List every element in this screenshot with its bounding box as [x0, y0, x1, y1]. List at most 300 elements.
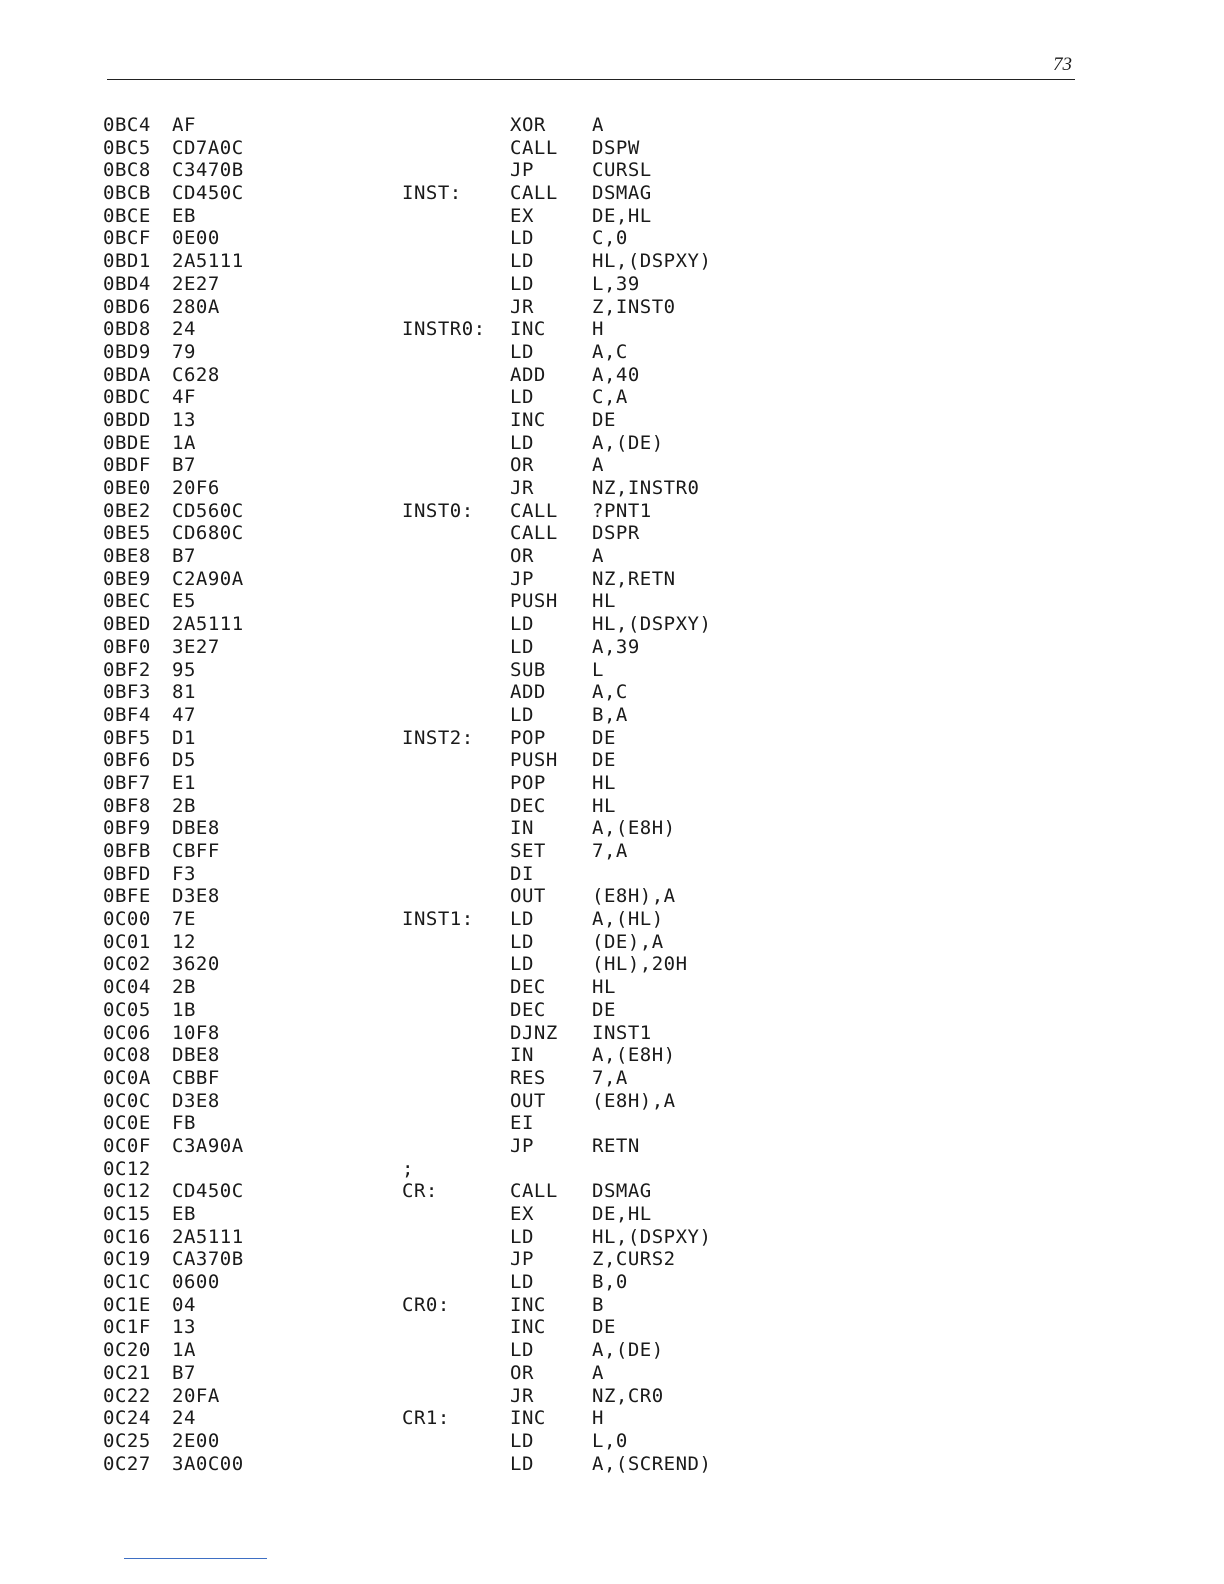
address-cell: 0BCB — [103, 182, 151, 205]
mnemonic-cell: LD — [510, 953, 534, 976]
opcode-bytes-cell: CBFF — [172, 840, 220, 862]
opcode-bytes-cell: B7 — [172, 1361, 196, 1384]
operand-cell: HL — [592, 771, 616, 794]
listing-row — [103, 1453, 803, 1476]
opcode-bytes-cell: 13 — [172, 408, 196, 431]
address-cell: 0C0F — [103, 1134, 151, 1157]
opcode-bytes-cell: 280A — [172, 295, 220, 318]
opcode-bytes-cell: B7 — [172, 545, 196, 568]
opcode-bytes-cell: 3E27 — [172, 635, 220, 658]
operand-cell: DE — [592, 998, 616, 1021]
listing-row — [103, 477, 803, 500]
operand-cell: C,0 — [592, 227, 628, 250]
listing-row — [103, 1203, 803, 1226]
operand-cell: A,(HL) — [592, 908, 664, 931]
opcode-bytes-cell: E5 — [172, 590, 196, 613]
listing-row — [103, 772, 803, 795]
mnemonic-cell: LD — [510, 431, 534, 454]
listing-row — [103, 908, 803, 931]
mnemonic-cell: JR — [510, 1384, 534, 1407]
opcode-bytes-cell: D3E8 — [172, 885, 220, 908]
listing-row — [103, 1339, 803, 1362]
opcode-bytes-cell: 13 — [172, 1316, 196, 1339]
opcode-bytes-cell: 2B — [172, 976, 196, 999]
mnemonic-cell: LD — [510, 1339, 534, 1362]
mnemonic-cell: LD — [510, 703, 534, 726]
mnemonic-cell: EX — [510, 1203, 534, 1225]
opcode-bytes-cell: B7 — [172, 454, 196, 477]
listing-row — [103, 795, 803, 818]
mnemonic-cell: LD — [510, 272, 534, 295]
operand-cell: DSMAG — [592, 182, 652, 205]
listing-row — [103, 817, 803, 840]
address-cell: 0C21 — [103, 1361, 151, 1384]
address-cell: 0BF6 — [103, 749, 151, 772]
opcode-bytes-cell: 2E00 — [172, 1429, 220, 1452]
mnemonic-cell: ADD — [510, 681, 546, 704]
listing-row — [103, 1226, 803, 1249]
operand-cell: Z,CURS2 — [592, 1248, 676, 1271]
opcode-bytes-cell: EB — [172, 204, 196, 227]
mnemonic-cell: LD — [510, 1225, 534, 1248]
listing-row — [103, 432, 803, 455]
mnemonic-cell: INC — [510, 318, 546, 341]
mnemonic-cell: LD — [510, 635, 534, 658]
listing-row — [103, 1135, 803, 1158]
address-cell: 0C0A — [103, 1066, 151, 1089]
address-cell: 0BF0 — [103, 635, 151, 658]
operand-cell: (HL),20H — [592, 953, 688, 976]
address-cell: 0C0E — [103, 1112, 151, 1135]
listing-row — [103, 1090, 803, 1113]
listing-row — [103, 522, 803, 545]
operand-cell: ?PNT1 — [592, 499, 652, 522]
footer-rule — [124, 1558, 267, 1559]
listing-row — [103, 568, 803, 591]
listing-row — [103, 227, 803, 250]
label-cell: CR1: — [402, 1407, 450, 1430]
operand-cell: A,(DE) — [592, 1339, 664, 1362]
address-cell: 0BF9 — [103, 817, 151, 840]
listing-row — [103, 137, 803, 160]
mnemonic-cell: CALL — [510, 1180, 558, 1203]
address-cell: 0BED — [103, 613, 151, 636]
mnemonic-cell: JR — [510, 295, 534, 318]
operand-cell: DSPR — [592, 522, 640, 545]
address-cell: 0C20 — [103, 1339, 151, 1362]
label-cell: INST2: — [402, 726, 474, 749]
listing-row — [103, 1407, 803, 1430]
opcode-bytes-cell: 1A — [172, 1339, 196, 1362]
operand-cell: A — [592, 1361, 604, 1384]
operand-cell: L — [592, 658, 604, 681]
address-cell: 0BFB — [103, 840, 151, 862]
mnemonic-cell: OR — [510, 454, 534, 477]
address-cell: 0BF5 — [103, 726, 151, 749]
opcode-bytes-cell: 47 — [172, 703, 196, 726]
address-cell: 0BDC — [103, 386, 151, 409]
address-cell: 0BF3 — [103, 681, 151, 704]
mnemonic-cell: JP — [510, 1248, 534, 1271]
mnemonic-cell: CALL — [510, 136, 558, 159]
mnemonic-cell: JP — [510, 1134, 534, 1157]
address-cell: 0C19 — [103, 1248, 151, 1271]
operand-cell: HL — [592, 590, 616, 613]
operand-cell: A — [592, 545, 604, 568]
listing-row — [103, 659, 803, 682]
opcode-bytes-cell: 10F8 — [172, 1021, 220, 1044]
listing-row — [103, 1294, 803, 1317]
opcode-bytes-cell: 4F — [172, 386, 196, 409]
opcode-bytes-cell: 2E27 — [172, 272, 220, 295]
opcode-bytes-cell: 2B — [172, 794, 196, 817]
opcode-bytes-cell: D1 — [172, 726, 196, 749]
opcode-bytes-cell: 2A5111 — [172, 250, 244, 273]
mnemonic-cell: LD — [510, 1452, 534, 1475]
label-cell: INST0: — [402, 499, 474, 522]
operand-cell: NZ,INSTR0 — [592, 477, 700, 499]
opcode-bytes-cell: C3A90A — [172, 1134, 244, 1157]
listing-row — [103, 1158, 803, 1181]
listing-row — [103, 364, 803, 387]
operand-cell: INST1 — [592, 1021, 652, 1044]
opcode-bytes-cell: 2A5111 — [172, 613, 244, 636]
mnemonic-cell: LD — [510, 1271, 534, 1294]
mnemonic-cell: CALL — [510, 522, 558, 545]
address-cell: 0BD1 — [103, 250, 151, 273]
mnemonic-cell: SUB — [510, 658, 546, 681]
address-cell: 0C01 — [103, 930, 151, 953]
address-cell: 0C16 — [103, 1225, 151, 1248]
listing-row — [103, 636, 803, 659]
listing-row — [103, 500, 803, 523]
operand-cell: HL,(DSPXY) — [592, 1225, 712, 1248]
address-cell: 0C00 — [103, 908, 151, 931]
mnemonic-cell: LD — [510, 227, 534, 250]
mnemonic-cell: CALL — [510, 499, 558, 522]
mnemonic-cell: OUT — [510, 885, 546, 908]
operand-cell: DE,HL — [592, 204, 652, 227]
opcode-bytes-cell: 24 — [172, 1407, 196, 1430]
address-cell: 0BE9 — [103, 567, 151, 590]
address-cell: 0BC4 — [103, 114, 151, 136]
address-cell: 0C1E — [103, 1293, 151, 1316]
opcode-bytes-cell: D3E8 — [172, 1089, 220, 1112]
opcode-bytes-cell: E1 — [172, 771, 196, 794]
opcode-bytes-cell: FB — [172, 1112, 196, 1135]
label-cell: INST1: — [402, 908, 474, 931]
mnemonic-cell: EX — [510, 204, 534, 227]
opcode-bytes-cell: 0600 — [172, 1271, 220, 1294]
listing-row — [103, 1022, 803, 1045]
listing-row — [103, 749, 803, 772]
address-cell: 0C1F — [103, 1316, 151, 1339]
opcode-bytes-cell: 2A5111 — [172, 1225, 244, 1248]
listing-row — [103, 273, 803, 296]
opcode-bytes-cell: DBE8 — [172, 817, 220, 840]
listing-row — [103, 386, 803, 409]
address-cell: 0C04 — [103, 976, 151, 999]
operand-cell: DE — [592, 408, 616, 431]
operand-cell: A,40 — [592, 363, 640, 386]
opcode-bytes-cell: C2A90A — [172, 567, 244, 590]
opcode-bytes-cell: 3A0C00 — [172, 1452, 244, 1475]
header-rule — [107, 79, 1075, 80]
operand-cell: DSPW — [592, 136, 640, 159]
operand-cell: NZ,RETN — [592, 567, 676, 590]
opcode-bytes-cell: AF — [172, 114, 196, 136]
address-cell: 0C27 — [103, 1452, 151, 1475]
address-cell: 0BD4 — [103, 272, 151, 295]
listing-row — [103, 250, 803, 273]
mnemonic-cell: IN — [510, 1044, 534, 1067]
operand-cell: L,39 — [592, 272, 640, 295]
mnemonic-cell: DI — [510, 862, 534, 885]
operand-cell: A — [592, 114, 604, 136]
listing-row — [103, 182, 803, 205]
listing-row — [103, 1385, 803, 1408]
listing-row — [103, 341, 803, 364]
mnemonic-cell: LD — [510, 386, 534, 409]
mnemonic-cell: DJNZ — [510, 1021, 558, 1044]
label-cell: INST: — [402, 182, 462, 205]
operand-cell: A,C — [592, 340, 628, 363]
address-cell: 0BDD — [103, 408, 151, 431]
mnemonic-cell: INC — [510, 408, 546, 431]
listing-row — [103, 885, 803, 908]
address-cell: 0BC8 — [103, 159, 151, 182]
operand-cell: A,(SCREND) — [592, 1452, 712, 1475]
operand-cell: DE,HL — [592, 1203, 652, 1225]
listing-row — [103, 1067, 803, 1090]
opcode-bytes-cell: CD450C — [172, 1180, 244, 1203]
address-cell: 0BDF — [103, 454, 151, 477]
address-cell: 0C25 — [103, 1429, 151, 1452]
listing-row — [103, 1044, 803, 1067]
address-cell: 0BCE — [103, 204, 151, 227]
address-cell: 0BDE — [103, 431, 151, 454]
listing-row — [103, 1248, 803, 1271]
operand-cell: L,0 — [592, 1429, 628, 1452]
listing-row — [103, 1362, 803, 1385]
mnemonic-cell: DEC — [510, 794, 546, 817]
mnemonic-cell: LD — [510, 930, 534, 953]
opcode-bytes-cell: 0E00 — [172, 227, 220, 250]
operand-cell: A,C — [592, 681, 628, 704]
operand-cell: A — [592, 454, 604, 477]
mnemonic-cell: DEC — [510, 998, 546, 1021]
mnemonic-cell: ADD — [510, 363, 546, 386]
mnemonic-cell: SET — [510, 840, 546, 862]
opcode-bytes-cell: 95 — [172, 658, 196, 681]
opcode-bytes-cell: DBE8 — [172, 1044, 220, 1067]
opcode-bytes-cell: D5 — [172, 749, 196, 772]
label-cell: CR0: — [402, 1293, 450, 1316]
operand-cell: RETN — [592, 1134, 640, 1157]
address-cell: 0BF7 — [103, 771, 151, 794]
opcode-bytes-cell: CA370B — [172, 1248, 244, 1271]
label-cell: ; — [402, 1157, 414, 1180]
operand-cell: B — [592, 1293, 604, 1316]
mnemonic-cell: RES — [510, 1066, 546, 1089]
address-cell: 0BF4 — [103, 703, 151, 726]
listing-row — [103, 1180, 803, 1203]
address-cell: 0BD9 — [103, 340, 151, 363]
opcode-bytes-cell: CD7A0C — [172, 136, 244, 159]
listing-row — [103, 727, 803, 750]
address-cell: 0BD6 — [103, 295, 151, 318]
operand-cell: DE — [592, 749, 616, 772]
mnemonic-cell: POP — [510, 771, 546, 794]
operand-cell: A,(E8H) — [592, 817, 676, 840]
mnemonic-cell: CALL — [510, 182, 558, 205]
address-cell: 0C0C — [103, 1089, 151, 1112]
opcode-bytes-cell: 7E — [172, 908, 196, 931]
address-cell: 0C1C — [103, 1271, 151, 1294]
mnemonic-cell: LD — [510, 613, 534, 636]
address-cell: 0BCF — [103, 227, 151, 250]
operand-cell: (E8H),A — [592, 1089, 676, 1112]
operand-cell: B,0 — [592, 1271, 628, 1294]
listing-row — [103, 454, 803, 477]
operand-cell: C,A — [592, 386, 628, 409]
mnemonic-cell: PUSH — [510, 749, 558, 772]
address-cell: 0BE5 — [103, 522, 151, 545]
page-number: 73 — [1053, 54, 1072, 75]
address-cell: 0C12 — [103, 1180, 151, 1203]
listing-row — [103, 318, 803, 341]
mnemonic-cell: INC — [510, 1407, 546, 1430]
address-cell: 0BC5 — [103, 136, 151, 159]
address-cell: 0BDA — [103, 363, 151, 386]
operand-cell: HL,(DSPXY) — [592, 250, 712, 273]
listing-row — [103, 704, 803, 727]
listing-row — [103, 1430, 803, 1453]
opcode-bytes-cell: 1A — [172, 431, 196, 454]
operand-cell: 7,A — [592, 1066, 628, 1089]
operand-cell: HL,(DSPXY) — [592, 613, 712, 636]
listing-row — [103, 931, 803, 954]
opcode-bytes-cell: EB — [172, 1203, 196, 1225]
listing-row — [103, 159, 803, 182]
mnemonic-cell: JP — [510, 159, 534, 182]
address-cell: 0C15 — [103, 1203, 151, 1225]
opcode-bytes-cell: C628 — [172, 363, 220, 386]
listing-row — [103, 840, 803, 863]
operand-cell: H — [592, 1407, 604, 1430]
operand-cell: DE — [592, 1316, 616, 1339]
address-cell: 0C02 — [103, 953, 151, 976]
opcode-bytes-cell: 3620 — [172, 953, 220, 976]
opcode-bytes-cell: 12 — [172, 930, 196, 953]
listing-row — [103, 999, 803, 1022]
opcode-bytes-cell: F3 — [172, 862, 196, 885]
address-cell: 0C12 — [103, 1157, 151, 1180]
address-cell: 0C06 — [103, 1021, 151, 1044]
opcode-bytes-cell: 79 — [172, 340, 196, 363]
address-cell: 0BF8 — [103, 794, 151, 817]
operand-cell: HL — [592, 794, 616, 817]
mnemonic-cell: POP — [510, 726, 546, 749]
operand-cell: H — [592, 318, 604, 341]
listing-row — [103, 590, 803, 613]
mnemonic-cell: LD — [510, 340, 534, 363]
mnemonic-cell: LD — [510, 1429, 534, 1452]
address-cell: 0BE2 — [103, 499, 151, 522]
operand-cell: A,(E8H) — [592, 1044, 676, 1067]
operand-cell: 7,A — [592, 840, 628, 862]
mnemonic-cell: OR — [510, 545, 534, 568]
listing-row — [103, 613, 803, 636]
operand-cell: HL — [592, 976, 616, 999]
mnemonic-cell: JP — [510, 567, 534, 590]
opcode-bytes-cell: CBBF — [172, 1066, 220, 1089]
operand-cell: (DE),A — [592, 930, 664, 953]
mnemonic-cell: INC — [510, 1293, 546, 1316]
address-cell: 0BFD — [103, 862, 151, 885]
opcode-bytes-cell: CD680C — [172, 522, 244, 545]
mnemonic-cell: LD — [510, 908, 534, 931]
operand-cell: Z,INST0 — [592, 295, 676, 318]
address-cell: 0BE8 — [103, 545, 151, 568]
opcode-bytes-cell: 04 — [172, 1293, 196, 1316]
address-cell: 0BF2 — [103, 658, 151, 681]
listing-row — [103, 1271, 803, 1294]
address-cell: 0BE0 — [103, 477, 151, 499]
mnemonic-cell: OR — [510, 1361, 534, 1384]
address-cell: 0C22 — [103, 1384, 151, 1407]
listing-row — [103, 545, 803, 568]
operand-cell: B,A — [592, 703, 628, 726]
listing-row — [103, 1112, 803, 1135]
listing-row — [103, 976, 803, 999]
listing-row — [103, 205, 803, 228]
label-cell: INSTR0: — [402, 318, 486, 341]
operand-cell: CURSL — [592, 159, 652, 182]
address-cell: 0BFE — [103, 885, 151, 908]
opcode-bytes-cell: 1B — [172, 998, 196, 1021]
mnemonic-cell: DEC — [510, 976, 546, 999]
address-cell: 0BEC — [103, 590, 151, 613]
mnemonic-cell: OUT — [510, 1089, 546, 1112]
address-cell: 0C08 — [103, 1044, 151, 1067]
opcode-bytes-cell: CD560C — [172, 499, 244, 522]
operand-cell: A,(DE) — [592, 431, 664, 454]
listing-row — [103, 863, 803, 886]
label-cell: CR: — [402, 1180, 438, 1203]
mnemonic-cell: XOR — [510, 114, 546, 136]
opcode-bytes-cell: 24 — [172, 318, 196, 341]
operand-cell: DSMAG — [592, 1180, 652, 1203]
listing-row — [103, 409, 803, 432]
operand-cell: (E8H),A — [592, 885, 676, 908]
mnemonic-cell: INC — [510, 1316, 546, 1339]
opcode-bytes-cell: 20F6 — [172, 477, 220, 499]
mnemonic-cell: LD — [510, 250, 534, 273]
mnemonic-cell: PUSH — [510, 590, 558, 613]
address-cell: 0C05 — [103, 998, 151, 1021]
mnemonic-cell: EI — [510, 1112, 534, 1135]
listing-row — [103, 1316, 803, 1339]
operand-cell: DE — [592, 726, 616, 749]
listing-row — [103, 953, 803, 976]
listing-row — [103, 681, 803, 704]
assembly-listing — [103, 114, 803, 1475]
opcode-bytes-cell: 20FA — [172, 1384, 220, 1407]
opcode-bytes-cell: C3470B — [172, 159, 244, 182]
mnemonic-cell: JR — [510, 477, 534, 499]
operand-cell: NZ,CR0 — [592, 1384, 664, 1407]
